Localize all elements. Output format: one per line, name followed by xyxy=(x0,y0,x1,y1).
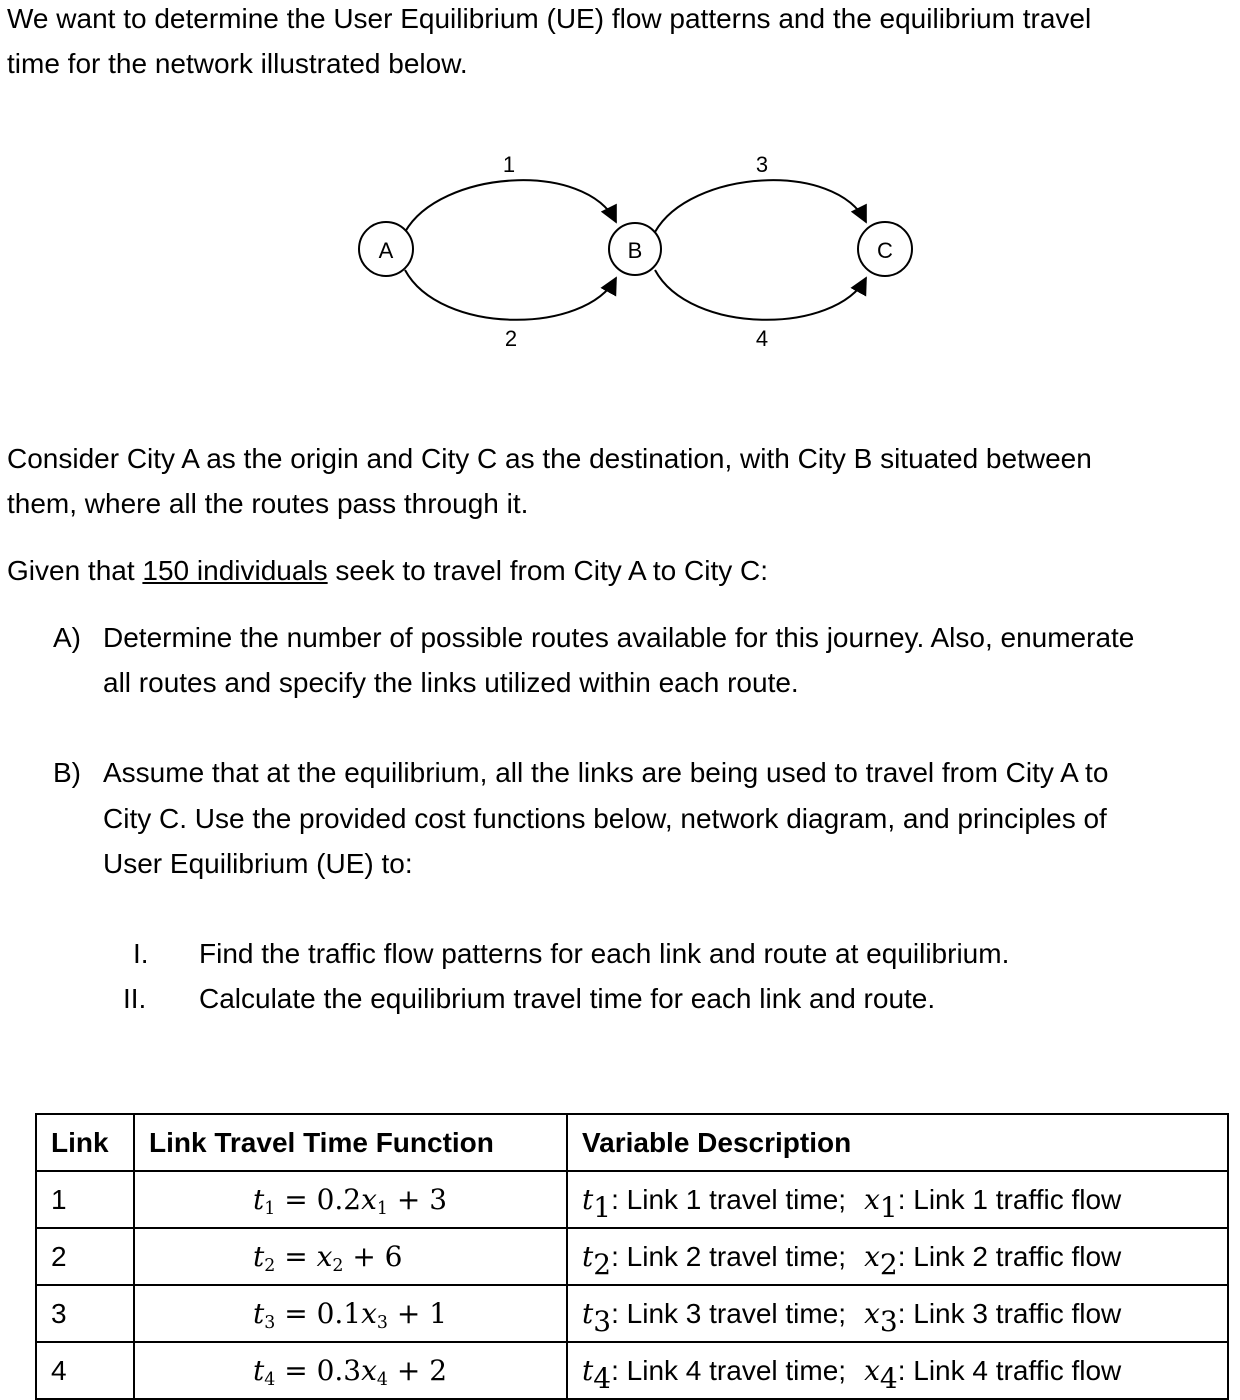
svg-text:B: B xyxy=(627,238,643,263)
node-c xyxy=(858,222,912,276)
link-3-arrow xyxy=(655,180,866,232)
link-label-1: 1 xyxy=(502,152,516,177)
sub-question-i-text: Find the traffic flow patterns for each link and route at equilibrium. xyxy=(199,938,1010,969)
link-label-2: 2 xyxy=(504,326,518,351)
question-b-line-2: City C. Use the provided cost functions below, network diagram, and principles of xyxy=(103,803,1107,834)
cell-link: 4 xyxy=(36,1342,134,1399)
link-label-4: 4 xyxy=(755,326,769,351)
cell-description: $t_2$: Link 2 travel time; $x_2$: Link 2 traffic flow xyxy=(567,1228,1228,1285)
sub-question-i-label: I. xyxy=(133,938,149,969)
svg-text:A: A xyxy=(378,238,394,263)
table-row xyxy=(36,1342,1228,1399)
intro-line-1: We want to determine the User Equilibrium (UE) flow patterns and the equilibrium travel xyxy=(7,3,1092,34)
sub-question-ii-text: Calculate the equilibrium travel time for each link and route. xyxy=(199,983,936,1014)
link-function-table xyxy=(35,1113,1229,1400)
question-b-label: B) xyxy=(53,757,81,788)
table-row xyxy=(36,1228,1228,1285)
sub-question-ii-label: II. xyxy=(123,983,147,1014)
node-a xyxy=(359,222,413,276)
cell-link: 3 xyxy=(36,1285,134,1342)
link-2-arrow xyxy=(405,270,616,320)
link-label-3: 3 xyxy=(755,152,769,177)
link-4-arrow xyxy=(655,270,866,320)
question-b-line-3: User Equilibrium (UE) to: xyxy=(103,848,413,879)
link-1-arrow xyxy=(405,180,616,232)
table-header-row xyxy=(36,1114,1228,1171)
table-row xyxy=(36,1285,1228,1342)
given-count: 150 individuals xyxy=(142,555,328,586)
question-b-line-1: Assume that at the equilibrium, all the links are being used to travel from City A to xyxy=(103,757,1109,788)
cell-function: $t_4 = 0.3x_4 + 2$ xyxy=(134,1342,567,1399)
cell-function: $t_3 = 0.1x_3 + 1$ xyxy=(134,1285,567,1342)
cell-function: $t_2 = x_2 + 6$ xyxy=(134,1228,567,1285)
question-a-line-2: all routes and specify the links utilized within each route. xyxy=(103,667,799,698)
cell-function: $t_1 = 0.2x_1 + 3$ xyxy=(134,1171,567,1228)
given-line xyxy=(7,548,768,593)
node-b xyxy=(609,223,661,275)
intro-line-2: time for the network illustrated below. xyxy=(7,48,468,79)
cell-description: $t_4$: Link 4 travel time; $x_4$: Link 4 traffic flow xyxy=(567,1342,1228,1399)
given-suffix: seek to travel from City A to City C: xyxy=(327,555,769,586)
cell-description: $t_1$: Link 1 travel time; $x_1$: Link 1 traffic flow xyxy=(567,1171,1228,1228)
cell-link: 2 xyxy=(36,1228,134,1285)
given-prefix: Given that xyxy=(7,555,143,586)
cell-link: 1 xyxy=(36,1171,134,1228)
cell-description: $t_3$: Link 3 travel time; $x_3$: Link 3 traffic flow xyxy=(567,1285,1228,1342)
header-description: Variable Description xyxy=(567,1114,1228,1171)
question-a-line-1: Determine the number of possible routes available for this journey. Also, enumerate xyxy=(103,622,1135,653)
header-link: Link xyxy=(36,1114,134,1171)
question-a-label: A) xyxy=(53,622,81,653)
table-row xyxy=(36,1171,1228,1228)
svg-text:C: C xyxy=(877,238,893,263)
context-line-1: Consider City A as the origin and City C as the destination, with City B situated between xyxy=(7,443,1092,474)
header-function: Link Travel Time Function xyxy=(134,1114,567,1171)
context-line-2: them, where all the routes pass through it. xyxy=(7,488,529,519)
